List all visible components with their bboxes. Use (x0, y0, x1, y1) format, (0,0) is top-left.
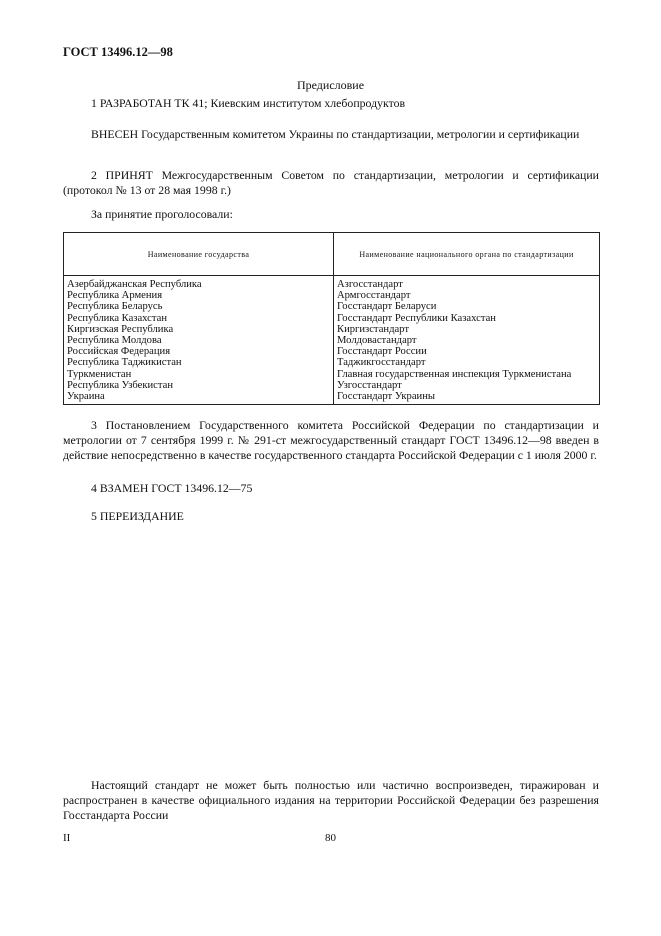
standards-body-cell: Госстандарт Украины (334, 391, 600, 405)
standards-body-cell: Госстандарт России (334, 346, 600, 357)
standards-body-cell: Таджикгосстандарт (334, 357, 600, 368)
state-name-cell: Азербайджанская Республика (64, 276, 334, 291)
table-row (64, 369, 600, 380)
standards-body-cell: Госстандарт Беларуси (334, 301, 600, 312)
table-row (64, 276, 600, 291)
state-name-cell: Туркменистан (64, 369, 334, 380)
paragraph-adopted: 2 ПРИНЯТ Межгосударственным Советом по стандартизации, метрологии и сертификации (протокол № 13 от 28 мая 1998 г.) (63, 168, 599, 197)
table-row (64, 335, 600, 346)
standards-body-cell: Госстандарт Республики Казахстан (334, 313, 600, 324)
section-title: Предисловие (296, 78, 365, 92)
standards-body-cell: Азгосстандарт (334, 276, 600, 291)
voting-states-table (63, 232, 600, 405)
state-name-cell: Республика Молдова (64, 335, 334, 346)
standards-body-cell: Киргизстандарт (334, 324, 600, 335)
column-header-state: Наименование государства (64, 233, 334, 276)
state-name-cell: Российская Федерация (64, 346, 334, 357)
table-row (64, 301, 600, 312)
column-header-standards-body: Наименование национального органа по стандартизации (334, 233, 600, 276)
state-name-cell: Киргизская Республика (64, 324, 334, 335)
table-row (64, 357, 600, 368)
table-row (64, 324, 600, 335)
table-row (64, 380, 600, 391)
table-row (64, 313, 600, 324)
table-row (64, 290, 600, 301)
standards-body-cell: Армгосстандарт (334, 290, 600, 301)
standards-body-cell: Молдовастандарт (334, 335, 600, 346)
page-number: 80 (325, 832, 336, 844)
paragraph-voted: За принятие проголосовали: (91, 207, 233, 221)
paragraph-replaces: 4 ВЗАМЕН ГОСТ 13496.12—75 (91, 481, 253, 495)
table-row (64, 391, 600, 405)
table-row (64, 346, 600, 357)
state-name-cell: Республика Беларусь (64, 301, 334, 312)
standards-body-cell: Узгосстандарт (334, 380, 600, 391)
state-name-cell: Республика Таджикистан (64, 357, 334, 368)
document-code: ГОСТ 13496.12—98 (63, 45, 173, 59)
copyright-notice: Настоящий стандарт не может быть полностью или частично воспроизведен, тиражирован и распространен в качестве официального издания на территории Российской Федерации без разрешения Госстандарта России (63, 778, 599, 822)
state-name-cell: Республика Узбекистан (64, 380, 334, 391)
table-header-row (64, 233, 600, 276)
standards-body-cell: Главная государственная инспекция Туркменистана (334, 369, 600, 380)
paragraph-developed: 1 РАЗРАБОТАН ТК 41; Киевским институтом хлебопродуктов (91, 96, 406, 110)
state-name-cell: Республика Армения (64, 290, 334, 301)
paragraph-reissue: 5 ПЕРЕИЗДАНИЕ (91, 509, 184, 523)
state-name-cell: Украина (64, 391, 334, 405)
paragraph-submitted: ВНЕСЕН Государственным комитетом Украины по стандартизации, метрологии и сертификации (91, 127, 580, 141)
state-name-cell: Республика Казахстан (64, 313, 334, 324)
paragraph-enacted: 3 Постановлением Государственного комитета Российской Федерации по стандартизации и метрологии от 7 сентября 1999 г. № 291-ст межгосударственный стандарт ГОСТ 13496.12—98 введен в действие непосредственно в качестве государственного стандарта Российской Федерации с 1 июля 2000 г. (63, 418, 599, 462)
roman-page-number: II (63, 832, 71, 844)
